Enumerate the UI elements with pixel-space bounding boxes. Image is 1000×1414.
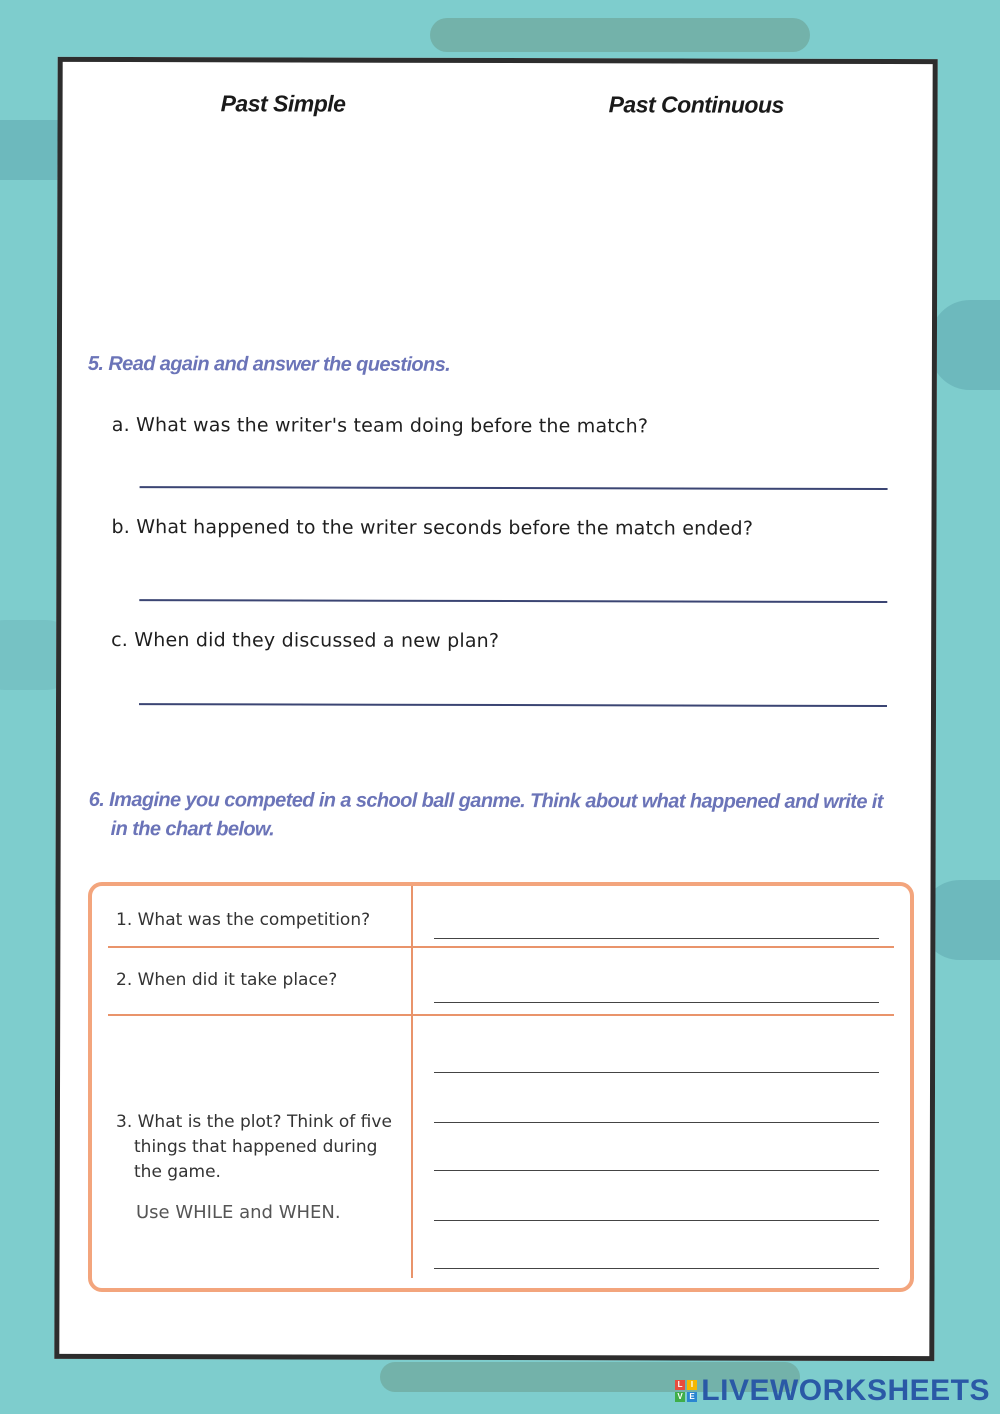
background-stroke bbox=[930, 300, 1000, 390]
chart-question-2: 2. When did it take place? bbox=[116, 970, 338, 990]
chart-answer-line-1[interactable] bbox=[434, 938, 879, 939]
liveworksheets-logo[interactable] bbox=[675, 1374, 990, 1408]
logo-mark-tile: I bbox=[687, 1380, 697, 1390]
chart-answer-line-4[interactable] bbox=[434, 1122, 879, 1123]
logo-mark-tile: V bbox=[675, 1392, 685, 1402]
logo-mark-tile: E bbox=[687, 1392, 697, 1402]
chart-question-3-line2: things that happened during bbox=[134, 1137, 378, 1157]
chart-row-separator bbox=[108, 946, 894, 948]
chart-question-3-note: Use WHILE and WHEN. bbox=[136, 1202, 341, 1223]
question-b: b. What happened to the writer seconds before the match ended? bbox=[111, 515, 754, 540]
question-a: a. What was the writer's team doing before the match? bbox=[111, 413, 649, 438]
answer-line-c[interactable] bbox=[139, 703, 887, 707]
chart-row-separator bbox=[108, 1014, 894, 1016]
chart-question-1: 1. What was the competition? bbox=[116, 910, 371, 930]
question-c: c. When did they discussed a new plan? bbox=[111, 628, 500, 653]
section-6-title-line1: 6. Imagine you competed in a school ball ganme. Think about what happened and write it bbox=[88, 788, 883, 814]
section-6-title-line2: in the chart below. bbox=[110, 817, 275, 841]
section-5-title: 5. Read again and answer the questions. bbox=[87, 352, 451, 376]
logo-mark-icon bbox=[675, 1380, 697, 1402]
logo-mark-tile: L bbox=[675, 1380, 685, 1390]
answer-line-a[interactable] bbox=[140, 486, 888, 490]
chart-question-3-line3: the game. bbox=[134, 1162, 221, 1182]
heading-past-continuous: Past Continuous bbox=[608, 91, 784, 118]
logo-text: LIVEWORKSHEETS bbox=[701, 1374, 990, 1407]
story-chart bbox=[88, 882, 914, 1292]
chart-answer-line-3[interactable] bbox=[434, 1072, 879, 1073]
answer-line-b[interactable] bbox=[139, 599, 887, 603]
chart-answer-line-5[interactable] bbox=[434, 1170, 879, 1171]
background-stroke bbox=[430, 18, 810, 52]
chart-divider bbox=[411, 886, 413, 1278]
chart-question-3-line1: 3. What is the plot? Think of five bbox=[116, 1112, 392, 1132]
chart-answer-line-2[interactable] bbox=[434, 1002, 879, 1003]
heading-past-simple: Past Simple bbox=[220, 90, 346, 117]
chart-answer-line-7[interactable] bbox=[434, 1268, 879, 1269]
chart-answer-line-6[interactable] bbox=[434, 1220, 879, 1221]
